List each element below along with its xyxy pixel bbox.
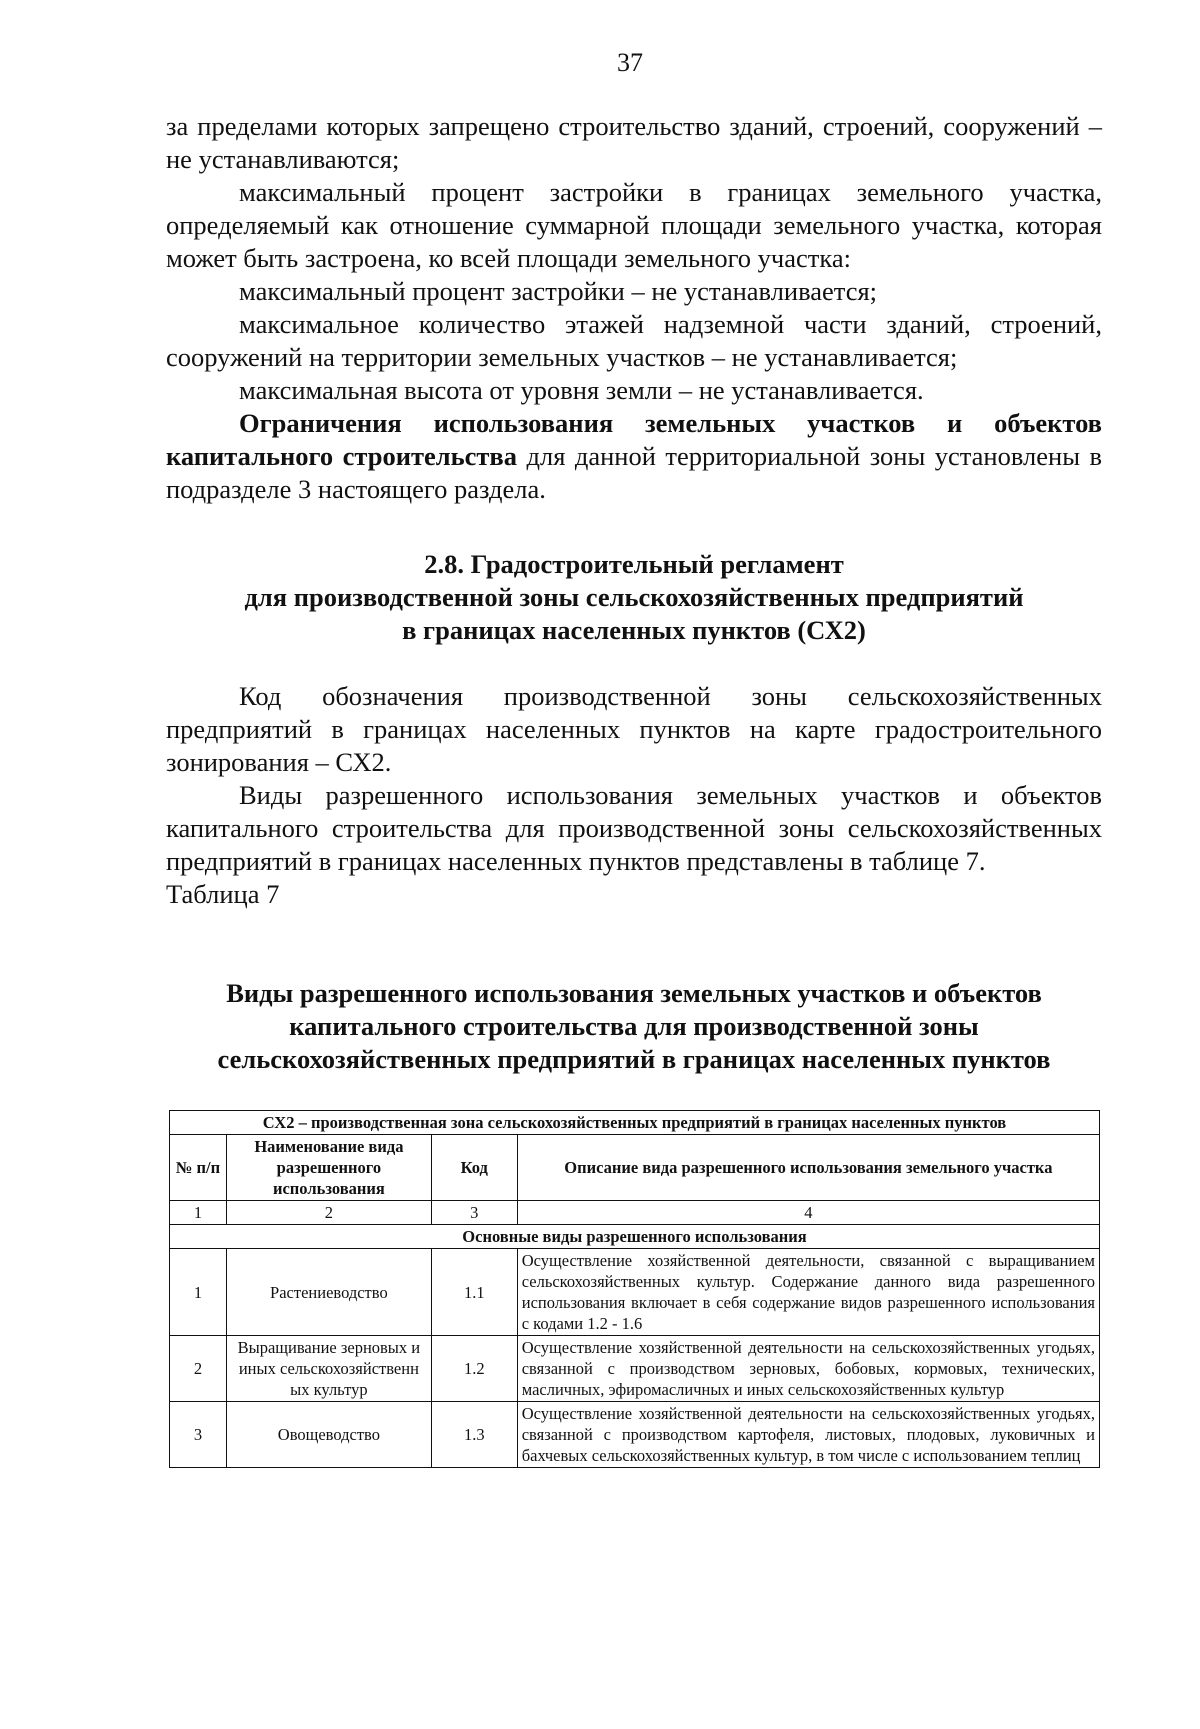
- zone-header: СХ2 – производственная зона сельскохозяйственных предприятий в границах населенных пунктов: [170, 1111, 1100, 1135]
- table-row: [170, 1249, 1100, 1336]
- use-code: 1.3: [431, 1402, 517, 1468]
- paragraph-rest: для данной территориальной зоны установлены в подразделе 3 настоящего раздела.: [166, 441, 1102, 504]
- paragraph: максимальный процент застройки в границах земельного участка, определяемый как отношение суммарной площади земельного участка, которая может быть застроена, ко всей площади земельного участка:: [166, 177, 1102, 273]
- row-number: 3: [170, 1402, 227, 1468]
- page-number: 37: [617, 48, 643, 77]
- column-header: Наименование вида разрешенного использования: [226, 1135, 431, 1201]
- permitted-uses-table: [169, 1110, 1100, 1468]
- heading-line: в границах населенных пунктов (СХ2): [402, 615, 866, 645]
- heading-line: 2.8. Градостроительный регламент: [424, 549, 844, 579]
- column-header: № п/п: [170, 1135, 227, 1201]
- use-name: Выращивание зерновых и иных сельскохозяйственн ых культур: [226, 1336, 431, 1402]
- title-line: капитального строительства для производственной зоны: [289, 1011, 979, 1041]
- use-name: Овощеводство: [226, 1402, 431, 1468]
- column-header: Описание вида разрешенного использования земельного участка: [517, 1135, 1099, 1201]
- use-description: Осуществление хозяйственной деятельности на сельскохозяйственных угодьях, связанной с производством картофеля, листовых, плодовых, луковичных и бахчевых сельскохозяйственных культур, в том числе с использованием теплиц: [517, 1402, 1099, 1468]
- paragraph: [166, 407, 1102, 506]
- paragraph: максимальная высота от уровня земли – не устанавливается.: [239, 375, 924, 405]
- zone-header-row: [170, 1111, 1100, 1135]
- column-number: 2: [226, 1201, 431, 1225]
- column-number: 1: [170, 1201, 227, 1225]
- paragraph: максимальное количество этажей надземной части зданий, строений, сооружений на территории земельных участков – не устанавливается;: [166, 309, 1102, 372]
- paragraph: Виды разрешенного использования земельных участков и объектов капитального строительства для производственной зоны сельскохозяйственных предприятий в границах населенных пунктов представлены в таблице 7.: [166, 780, 1102, 876]
- group-header-row: [170, 1225, 1100, 1249]
- table-row: [170, 1402, 1100, 1468]
- paragraph: Код обозначения производственной зоны сельскохозяйственных предприятий в границах населенных пунктов на карте градостроительного зонирования – СХ2.: [166, 681, 1102, 777]
- table-title: [166, 977, 1102, 1076]
- row-number: 2: [170, 1336, 227, 1402]
- title-line: Виды разрешенного использования земельных участков и объектов: [226, 978, 1042, 1008]
- column-header-row: [170, 1135, 1100, 1201]
- use-name: Растениеводство: [226, 1249, 431, 1336]
- column-header: Код: [431, 1135, 517, 1201]
- title-line: сельскохозяйственных предприятий в границах населенных пунктов: [217, 1044, 1051, 1074]
- row-number: 1: [170, 1249, 227, 1336]
- paragraph: максимальный процент застройки – не устанавливается;: [239, 276, 878, 306]
- use-code: 1.1: [431, 1249, 517, 1336]
- use-description: Осуществление хозяйственной деятельности, связанной с выращиванием сельскохозяйственных культур. Содержание данного вида разрешенного использования включает в себя содержание видов разрешенного использования с кодами 1.2 - 1.6: [517, 1249, 1099, 1336]
- table-row: [170, 1336, 1100, 1402]
- section-text: [166, 680, 1102, 911]
- column-number-row: [170, 1201, 1100, 1225]
- column-number: 4: [517, 1201, 1099, 1225]
- column-number: 3: [431, 1201, 517, 1225]
- paragraph: за пределами которых запрещено строительство зданий, строений, сооружений – не устанавливаются;: [166, 111, 1102, 174]
- heading-line: для производственной зоны сельскохозяйственных предприятий: [244, 582, 1024, 612]
- group-header: Основные виды разрешенного использования: [170, 1225, 1100, 1249]
- bold-phrase: Ограничения использования земельных участков и объектов капитального строительства: [166, 408, 1102, 471]
- table-label: Таблица 7: [166, 879, 280, 909]
- continuation-text: [166, 110, 1102, 506]
- use-code: 1.2: [431, 1336, 517, 1402]
- section-heading: [166, 548, 1102, 647]
- use-description: Осуществление хозяйственной деятельности на сельскохозяйственных угодьях, связанной с производством зерновых, бобовых, кормовых, технических, масличных, эфиромасличных и иных сельскохозяйственных культур: [517, 1336, 1099, 1402]
